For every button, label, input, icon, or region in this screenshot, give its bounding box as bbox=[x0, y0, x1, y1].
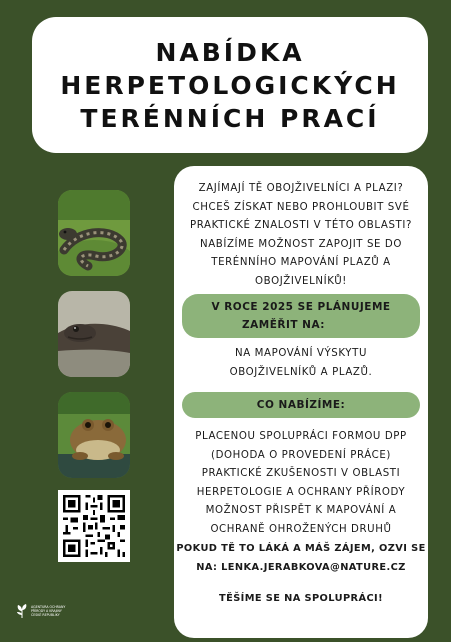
snake-photo bbox=[58, 190, 130, 276]
intro-line: NABÍZÍME MOŽNOST ZAPOJIT SE DO bbox=[200, 238, 402, 250]
logo-text bbox=[31, 605, 65, 617]
offer-heading-text: CO NABÍZÍME: bbox=[256, 399, 346, 411]
intro-line: CHCEŠ ZÍSKAT NEBO PROHLOUBIT SVÉ bbox=[192, 201, 410, 213]
contact-email[interactable]: NA: LENKA.JERABKOVA@NATURE.CZ bbox=[196, 561, 406, 573]
qr-code[interactable] bbox=[58, 490, 130, 562]
focus-heading-line: ZAMĚŘIT NA: bbox=[242, 319, 325, 331]
offer-line: OCHRANĚ OHROŽENÝCH DRUHŮ bbox=[210, 523, 392, 535]
offer-heading bbox=[182, 392, 420, 418]
intro-line: ZAJÍMAJÍ TĚ OBOJŽIVELNÍCI A PLAZI? bbox=[198, 183, 404, 194]
content-card bbox=[174, 166, 428, 638]
focus-text bbox=[174, 345, 428, 382]
logo-line: PŘÍRODY A KRAJINY bbox=[31, 609, 62, 613]
frog-photo bbox=[58, 392, 130, 478]
contact-text bbox=[174, 540, 428, 577]
title-line-2: HERPETOLOGICKÝCH bbox=[60, 70, 400, 100]
aopk-logo bbox=[16, 603, 65, 619]
offer-line: PLACENOU SPOLUPRÁCI FORMOU DPP bbox=[195, 431, 407, 442]
logo-line: AGENTURA OCHRANY bbox=[31, 605, 66, 609]
closing-text: TĚŠÍME SE NA SPOLUPRÁCI! bbox=[219, 593, 383, 604]
focus-heading-line: V ROCE 2025 SE PLÁNUJEME bbox=[211, 301, 391, 313]
salamander-photo bbox=[58, 291, 130, 377]
intro-line: OBOJŽIVELNÍKŮ! bbox=[255, 275, 347, 287]
intro-line: TERÉNNÍHO MAPOVÁNÍ PLAZŮ A bbox=[211, 257, 391, 268]
title-line-1: NABÍDKA bbox=[155, 37, 305, 67]
offer-line: PRAKTICKÉ ZKUŠENOSTI V OBLASTI bbox=[201, 468, 401, 479]
offer-line: (DOHODA O PROVEDENÍ PRÁCE) bbox=[211, 449, 391, 461]
title-box bbox=[32, 17, 428, 153]
intro-line: PRAKTICKÉ ZNALOSTI V TÉTO OBLASTI? bbox=[190, 220, 412, 231]
focus-line: OBOJŽIVELNÍKŮ A PLAZŮ. bbox=[229, 366, 373, 378]
focus-line: NA MAPOVÁNÍ VÝSKYTU bbox=[235, 348, 367, 359]
logo-line: ČESKÉ REPUBLIKY bbox=[31, 613, 60, 617]
offer-text bbox=[174, 428, 428, 539]
intro-text bbox=[174, 180, 428, 291]
focus-heading bbox=[182, 294, 420, 338]
title-line-3: TERÉNNÍCH PRACÍ bbox=[80, 103, 380, 133]
contact-line: POKUD TĚ TO LÁKÁ A MÁŠ ZÁJEM, OZVI SE bbox=[176, 543, 426, 554]
offer-line: HERPETOLOGIE A OCHRANY PŘÍRODY bbox=[196, 486, 406, 498]
leaf-icon bbox=[16, 603, 28, 619]
offer-line: MOŽNOST PŘISPĚT K MAPOVÁNÍ A bbox=[205, 505, 397, 516]
